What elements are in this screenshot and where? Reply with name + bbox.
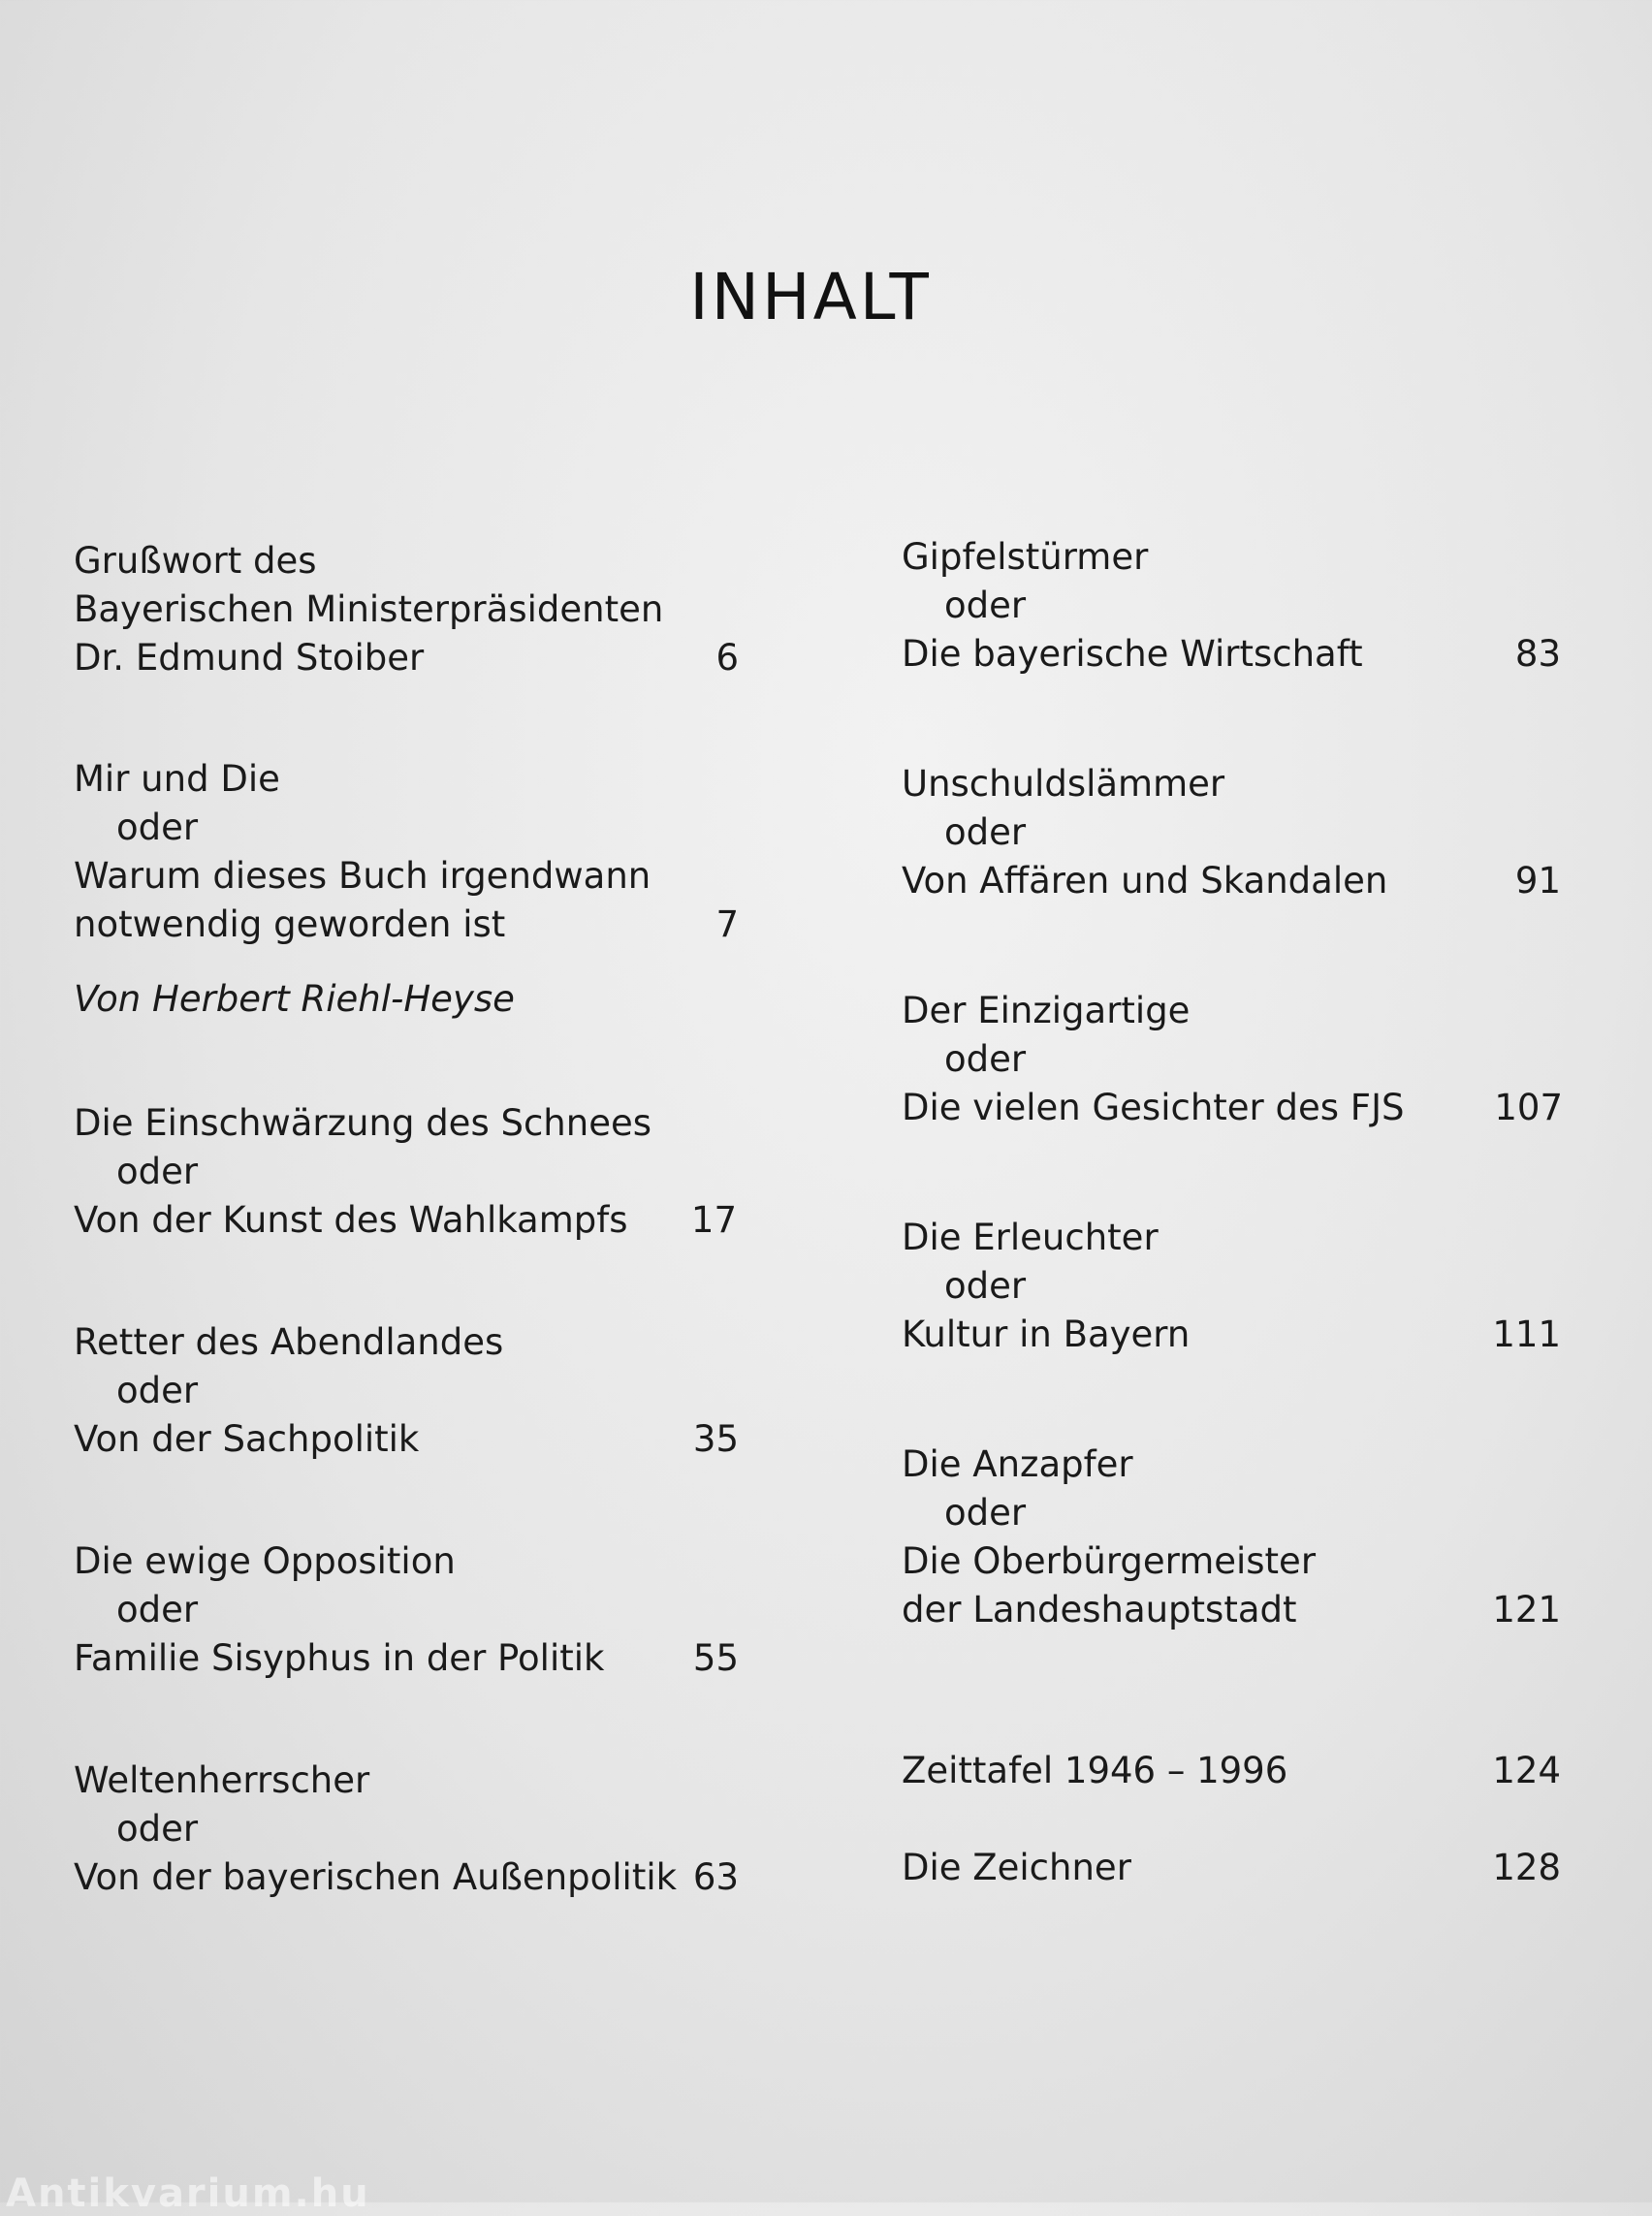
entry-line: Die Oberbürgermeister [902, 1540, 1317, 1582]
entry-line: Von der Kunst des Wahlkampfs [74, 1199, 628, 1241]
page-number: 55 [692, 1637, 739, 1679]
page-number: 121 [1492, 1589, 1561, 1630]
entry-line: Zeittafel 1946 – 1996 [902, 1750, 1288, 1791]
entry-line: Bayerischen Ministerpräsidenten [74, 588, 664, 630]
toc-entry-gipfelstuermer[interactable] [902, 533, 1561, 679]
entry-line: Die ewige Opposition [74, 1540, 456, 1582]
page-number: 124 [1492, 1750, 1561, 1791]
entry-line: Grußwort des [74, 540, 317, 582]
entry-line: Von der Sachpolitik [74, 1418, 420, 1460]
page-number: 6 [715, 637, 739, 679]
entry-line: Warum dieses Buch irgendwann [74, 855, 651, 897]
oder-line: oder [944, 1265, 1027, 1307]
toc-entry-zeichner[interactable] [902, 1844, 1561, 1892]
toc-entry-weltenherrscher[interactable] [74, 1757, 739, 1902]
entry-line: Familie Sisyphus in der Politik [74, 1637, 605, 1679]
toc-entry-zeittafel[interactable] [902, 1747, 1561, 1795]
entry-line: Die Einschwärzung des Schnees [74, 1102, 652, 1144]
toc-entry-opposition[interactable] [74, 1537, 739, 1683]
entry-line: der Landeshauptstadt [902, 1589, 1297, 1630]
entry-line: Die vielen Gesichter des FJS [902, 1087, 1405, 1128]
entry-line: Kultur in Bayern [902, 1314, 1191, 1355]
entry-line: Von der bayerischen Außenpolitik [74, 1856, 678, 1898]
entry-line: Die Erleuchter [902, 1217, 1159, 1258]
oder-line: oder [116, 1151, 199, 1192]
oder-line: oder [944, 585, 1027, 626]
toc-entry-einzigartige[interactable] [902, 987, 1561, 1132]
entry-line: Der Einzigartige [902, 990, 1191, 1031]
toc-entry-grusswort[interactable] [74, 537, 739, 682]
page-number: 63 [692, 1856, 739, 1898]
oder-line: oder [944, 1492, 1027, 1534]
oder-line: oder [116, 1808, 199, 1850]
page-number: 83 [1514, 633, 1561, 675]
entry-line: Weltenherrscher [74, 1759, 370, 1801]
toc-entry-einschwaerzung[interactable] [74, 1099, 737, 1245]
entry-line: Retter des Abendlandes [74, 1321, 504, 1363]
page-number: 91 [1514, 860, 1561, 902]
page-number: 107 [1494, 1087, 1563, 1128]
entry-line: Von Affären und Skandalen [902, 860, 1388, 902]
entry-line: Die bayerische Wirtschaft [902, 633, 1363, 675]
entry-line: Dr. Edmund Stoiber [74, 637, 425, 679]
oder-line: oder [944, 811, 1027, 853]
author-credit: Von Herbert Riehl-Heyse [74, 978, 515, 1020]
oder-line: oder [116, 1589, 199, 1630]
entry-line: Die Zeichner [902, 1847, 1131, 1888]
oder-line: oder [116, 1370, 199, 1411]
entry-line: Unschuldslämmer [902, 763, 1225, 805]
entry-line: notwendig geworden ist [74, 903, 506, 945]
toc-entry-anzapfer[interactable] [902, 1440, 1561, 1634]
watermark: Antikvarium.hu [6, 2171, 370, 2216]
toc-entry-unschuldslaemmer[interactable] [902, 760, 1561, 905]
toc-entry-erleuchter[interactable] [902, 1214, 1561, 1359]
page-title: INHALT [689, 260, 932, 334]
page-number: 35 [692, 1418, 739, 1460]
page-number: 7 [715, 903, 739, 945]
entry-line: Die Anzapfer [902, 1443, 1133, 1485]
oder-line: oder [116, 807, 199, 848]
page-number: 128 [1492, 1847, 1561, 1888]
entry-line: Mir und Die [74, 758, 280, 800]
page-number: 17 [690, 1199, 737, 1241]
entry-line: Gipfelstürmer [902, 536, 1149, 578]
oder-line: oder [944, 1038, 1027, 1080]
toc-entry-retter[interactable] [74, 1318, 739, 1464]
page-number: 111 [1492, 1314, 1561, 1355]
toc-entry-mir-und-die[interactable] [74, 755, 739, 949]
